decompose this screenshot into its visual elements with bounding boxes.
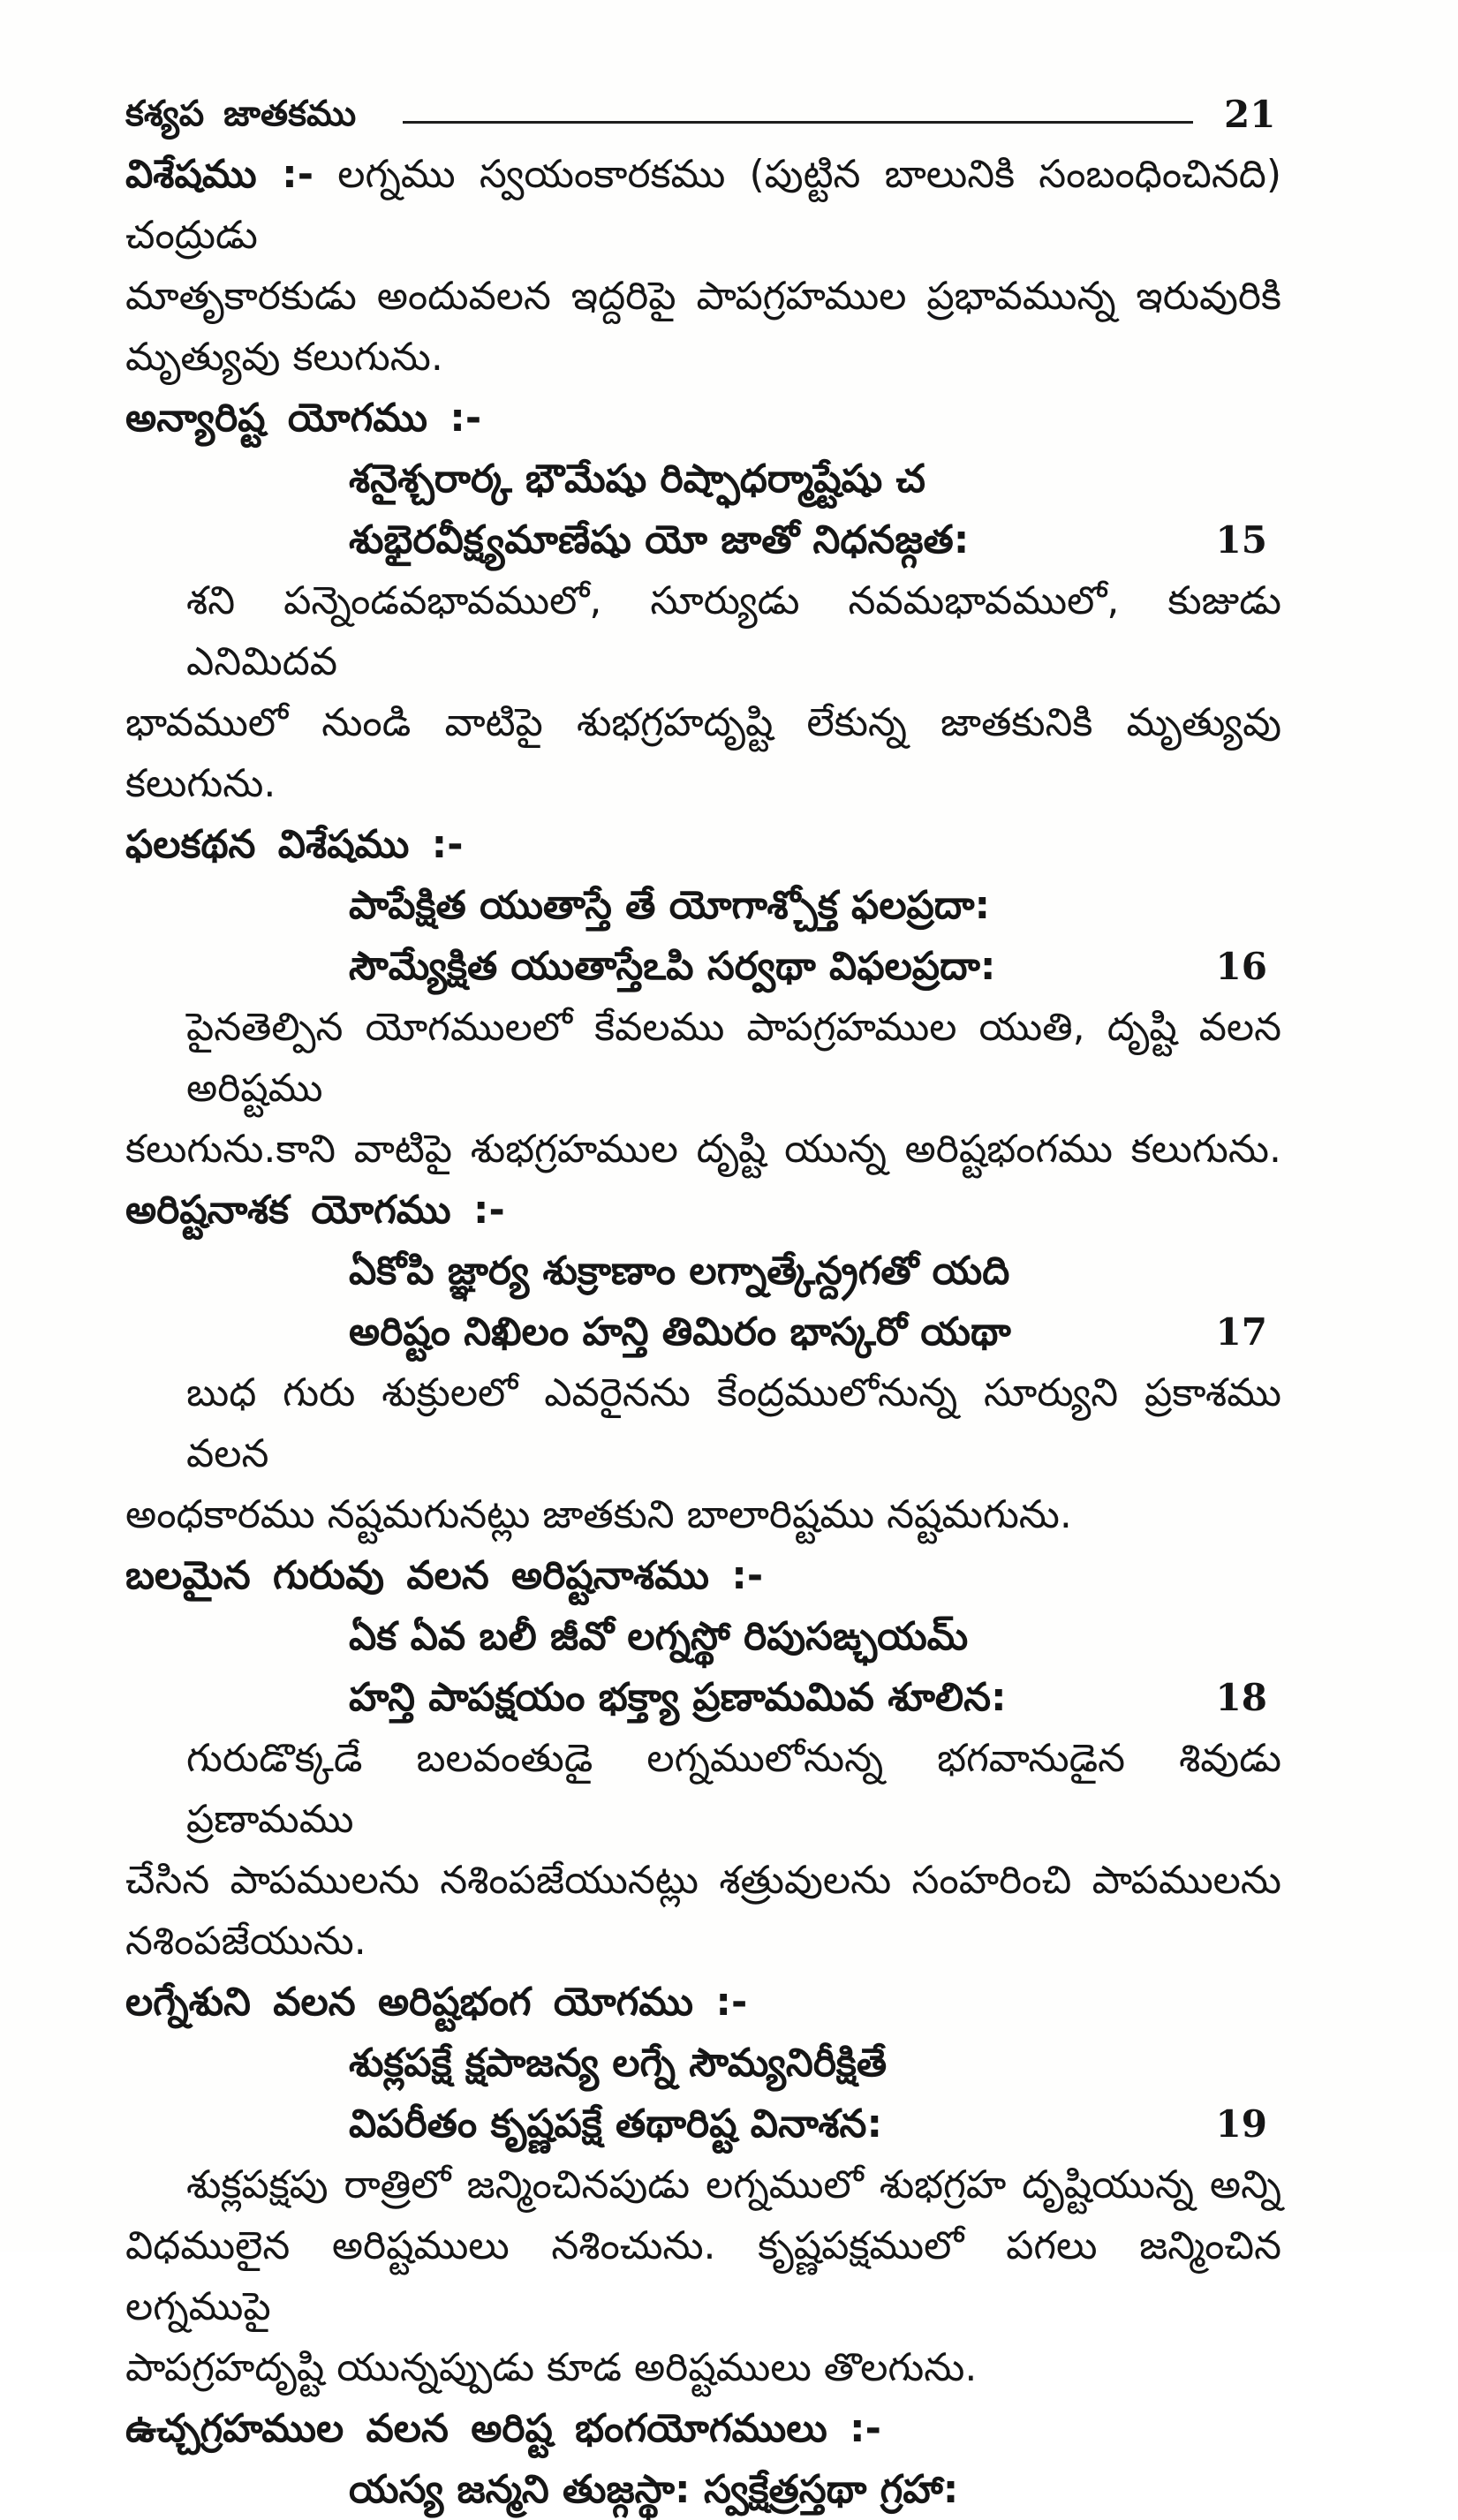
verse-line: [125, 2094, 1281, 2154]
section: [125, 1180, 1281, 1545]
section-heading: ఫలకథన విశేషము :-: [125, 822, 464, 867]
paragraph-line: పాపగ్రహదృష్టి యున్నప్పుడు కూడ అరిష్టములు తొలగును.: [125, 2345, 978, 2390]
verse-line: [125, 1667, 1281, 1728]
paragraph-line: [125, 144, 1281, 266]
verse-line: [125, 936, 1281, 997]
paragraph-line: శని పన్నెండవభావములో, సూర్యుడు నవమభావములో, కుజుడు ఎనిమిదవ: [186, 578, 1281, 684]
section-heading: అరిష్టనాశక యోగము :-: [125, 1188, 505, 1233]
paragraph-text: లగ్నము స్వయంకారకము (పుట్టిన బాలునికి సంబంధించినది) చంద్రుడు: [125, 152, 1281, 258]
paragraph-line: నశింపజేయును.: [125, 1919, 366, 1964]
paragraph-line: పైనతెల్పిన యోగములలో కేవలము పాపగ్రహముల యుతి, దృష్టి వలన అరిష్టము: [186, 1005, 1281, 1111]
verse-number: 16: [1215, 945, 1267, 988]
paragraph-line: శుక్లపక్షపు రాత్రిలో జన్మించినపుడు లగ్నములో శుభగ్రహ దృష్టియున్న అన్ని: [186, 2162, 1281, 2207]
intro-paragraph: [125, 144, 1281, 388]
verse-text: అరిష్టం నిఖిలం హన్తి తిమిరం భాస్కరో యథా: [349, 1309, 1011, 1354]
verse-line: [125, 509, 1281, 570]
section: [125, 1972, 1281, 2398]
paragraph-line: భావములో నుండి వాటిపై శుభగ్రహదృష్టి లేకున్న జాతకునికి మృత్యువు కలుగును.: [125, 700, 1281, 806]
verse-number: 18: [1215, 1676, 1267, 1719]
paragraph-line: కలుగును.కాని వాటిపై శుభగ్రహముల దృష్టి యున్న అరిష్టభంగము కలుగును.: [125, 1127, 1281, 1172]
verse-line: [125, 1606, 1281, 1667]
verse-text: పాపేక్షిత యుతాస్తే తే యోగాశ్చోక్త ఫలప్రదా:: [349, 883, 991, 928]
section-heading: బలమైన గురువు వలన అరిష్టనాశము :-: [125, 1553, 764, 1598]
section-heading: అన్యారిష్ట యోగము :-: [125, 396, 482, 441]
verse-text: యస్య జన్మని తుజ్గస్థా: స్వక్షేత్రస్తథా గ్రహా:: [349, 2467, 959, 2512]
section: [125, 1545, 1281, 1972]
paragraph-line: మాతృకారకుడు అందువలన ఇద్దరిపై పాపగ్రహముల ప్రభావమున్న ఇరువురికి: [125, 274, 1281, 319]
section-heading: ఉచ్చగ్రహముల వలన అరిష్ట భంగయోగములు :-: [125, 2406, 881, 2451]
verse-line: [125, 875, 1281, 936]
verse-line: [125, 1241, 1281, 1301]
paragraph-line: అంధకారము నష్టమగునట్లు జాతకుని బాలారిష్టము నష్టమగును.: [125, 1492, 1072, 1537]
bold-label: విశేషము :-: [125, 152, 314, 197]
paragraph-line: చేసిన పాపములను నశింపజేయునట్లు శత్రువులను సంహరించి పాపములను: [125, 1858, 1281, 1903]
page-body: [125, 144, 1281, 2520]
verse-text: శుభైరవీక్ష్యమాణేషు యో జాతో నిధనజ్గత:: [349, 517, 970, 562]
verse-line: [125, 2033, 1281, 2094]
header-rule: [403, 121, 1193, 124]
verse-text: ఏకోపి జ్ఞార్య శుక్రాణాం లగ్నాత్కేన్ద్రగతో యది: [349, 1249, 1010, 1294]
paragraph-line: గురుడొక్కడే బలవంతుడై లగ్నములోనున్న భగవానుడైన శివుడు ప్రణామము: [186, 1736, 1281, 1842]
section: [125, 388, 1281, 814]
book-title: కశ్యప జాతకము: [125, 94, 357, 134]
verse-text: సౌమ్యేక్షిత యుతాస్తేఽపి సర్వథా విఫలప్రదా:: [349, 944, 996, 989]
verse-line: [125, 2459, 1281, 2520]
verse-text: ఏక ఏవ బలీ జీవో లగ్నస్థో రిపుసఙ్ఛయమ్: [349, 1614, 969, 1659]
verse-number: 19: [1215, 2102, 1267, 2146]
section: [125, 814, 1281, 1180]
verse-text: శనైశ్చరార్క భౌమేషు రిష్ఫాధర్మాష్టేషు చ: [349, 456, 925, 502]
page-number: 21: [1224, 93, 1276, 136]
paragraph-line: మృత్యువు కలుగును.: [125, 335, 443, 380]
section: [125, 2398, 1281, 2520]
paragraph-line: బుధ గురు శుక్రులలో ఎవరైనను కేంద్రములోనున్న సూర్యుని ప్రకాశము వలన: [186, 1370, 1281, 1476]
verse-number: 17: [1215, 1310, 1267, 1354]
verse-line: [125, 1301, 1281, 1362]
verse-text: విపరీతం కృష్ణపక్షే తథారిష్ట వినాశన:: [349, 2101, 883, 2147]
paragraph-line: విధములైన అరిష్టములు నశించును. కృష్ణపక్షములో పగలు జన్మించిన లగ్నముపై: [125, 2223, 1281, 2329]
verse-text: శుక్లపక్షే క్షపాజన్య లగ్నే సౌమ్యనిరీక్షితే: [349, 2041, 888, 2086]
verse-line: [125, 449, 1281, 509]
section-heading: లగ్నేశుని వలన అరిష్టభంగ యోగము :-: [125, 1980, 748, 2025]
verse-text: హన్తి పాపక్షయం భక్త్యా ప్రణామమివ శూలిన:: [349, 1675, 1007, 1720]
verse-number: 15: [1215, 518, 1267, 562]
